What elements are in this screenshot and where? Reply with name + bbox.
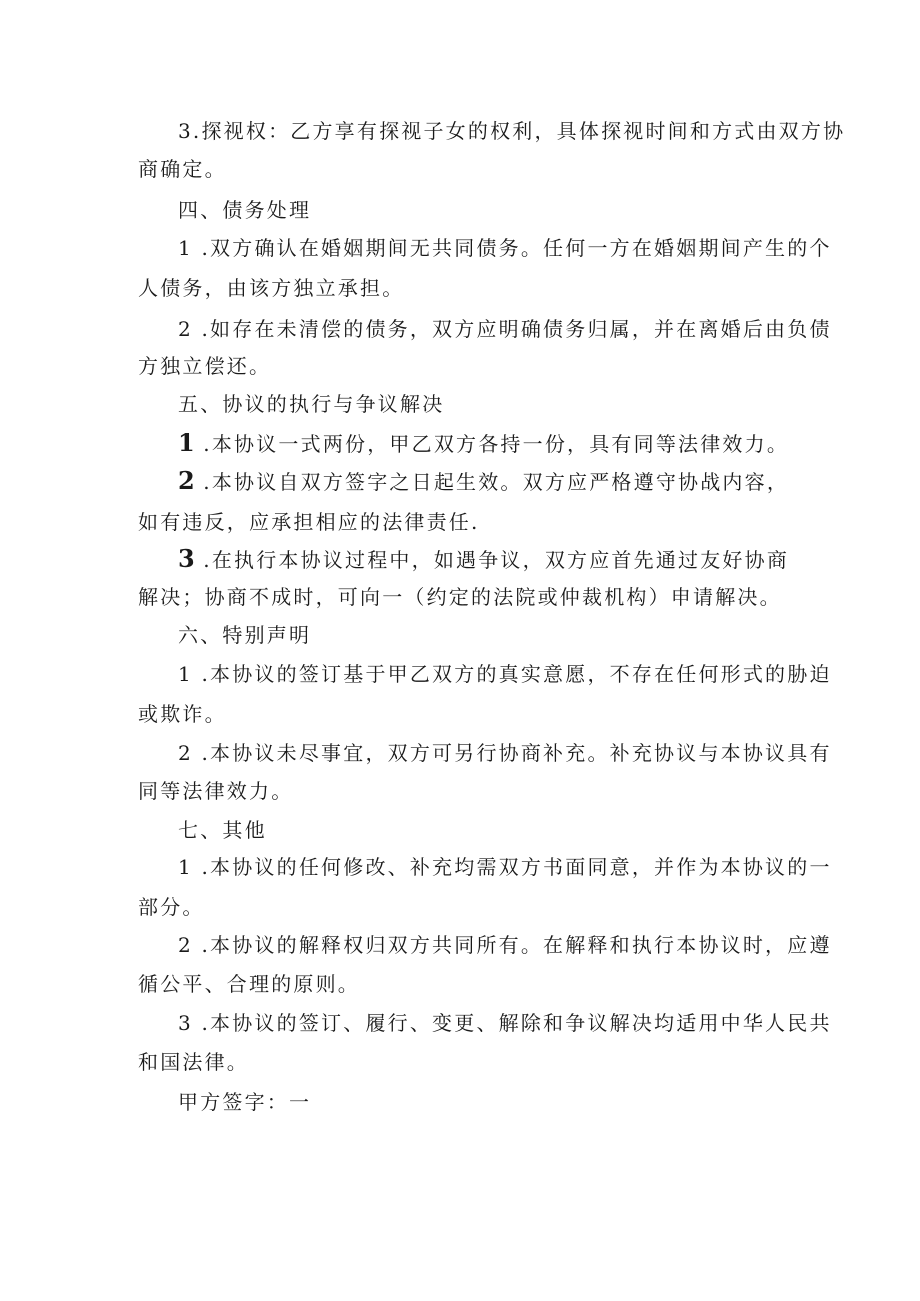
clause-3-visitation-rights: 3.探视权：乙方享有探视子女的权利，具体探视时间和方式由双方协	[178, 119, 846, 143]
execution-clause-2-continuation: 如有违反，应承担相应的法律责任.	[138, 510, 480, 534]
other-clause-1: 1 .本协议的任何修改、补充均需双方书面同意，并作为本协议的一	[178, 855, 832, 879]
clause-number: 1	[178, 428, 195, 457]
debt-clause-1: 1 .双方确认在婚姻期间无共同债务。任何一方在婚姻期间产生的个	[178, 236, 832, 260]
clause-number: 3	[178, 544, 195, 573]
execution-clause-3-continuation: 解决；协商不成时，可向一（约定的法院或仲裁机构）申请解决。	[138, 585, 782, 609]
special-clause-2-continuation: 同等法律效力。	[138, 779, 294, 803]
execution-clause-3	[178, 545, 789, 574]
other-clause-1-continuation: 部分。	[138, 895, 205, 919]
section-heading-execution: 五、协议的执行与争议解决	[178, 392, 445, 416]
clause-text: .本协议自双方签字之日起生效。双方应严格遵守协战内容，	[194, 470, 790, 494]
section-heading-debt: 四、债务处理	[178, 198, 312, 222]
clause-3-continuation: 商确定。	[138, 157, 227, 181]
clause-text: .本协议一式两份，甲乙双方各持一份，具有同等法律效力。	[194, 432, 790, 456]
debt-clause-2: 2 .如存在未清偿的债务，双方应明确债务归属，并在离婚后由负债	[178, 317, 832, 341]
execution-clause-2	[178, 467, 789, 496]
special-clause-1-continuation: 或欺诈。	[138, 702, 227, 726]
clause-number: 2	[178, 466, 195, 495]
other-clause-2-continuation: 循公平、合理的原则。	[138, 972, 360, 996]
special-clause-1: 1 .本协议的签订基于甲乙双方的真实意愿，不存在任何形式的胁迫	[178, 662, 832, 686]
other-clause-2: 2 .本协议的解释权归双方共同所有。在解释和执行本协议时，应遵	[178, 933, 832, 957]
party-a-signature: 甲方签字：一	[178, 1090, 312, 1114]
other-clause-3-continuation: 和国法律。	[138, 1050, 249, 1074]
section-heading-special: 六、特别声明	[178, 623, 312, 647]
clause-text: .在执行本协议过程中，如遇争议，双方应首先通过友好协商	[194, 548, 790, 572]
debt-clause-1-continuation: 人债务，由该方独立承担。	[138, 276, 405, 300]
special-clause-2: 2 .本协议未尽事宜，双方可另行协商补充。补充协议与本协议具有	[178, 741, 832, 765]
other-clause-3: 3 .本协议的签订、履行、变更、解除和争议解决均适用中华人民共	[178, 1011, 832, 1035]
section-heading-other: 七、其他	[178, 818, 267, 842]
debt-clause-2-continuation: 方独立偿还。	[138, 354, 272, 378]
execution-clause-1	[178, 429, 789, 458]
